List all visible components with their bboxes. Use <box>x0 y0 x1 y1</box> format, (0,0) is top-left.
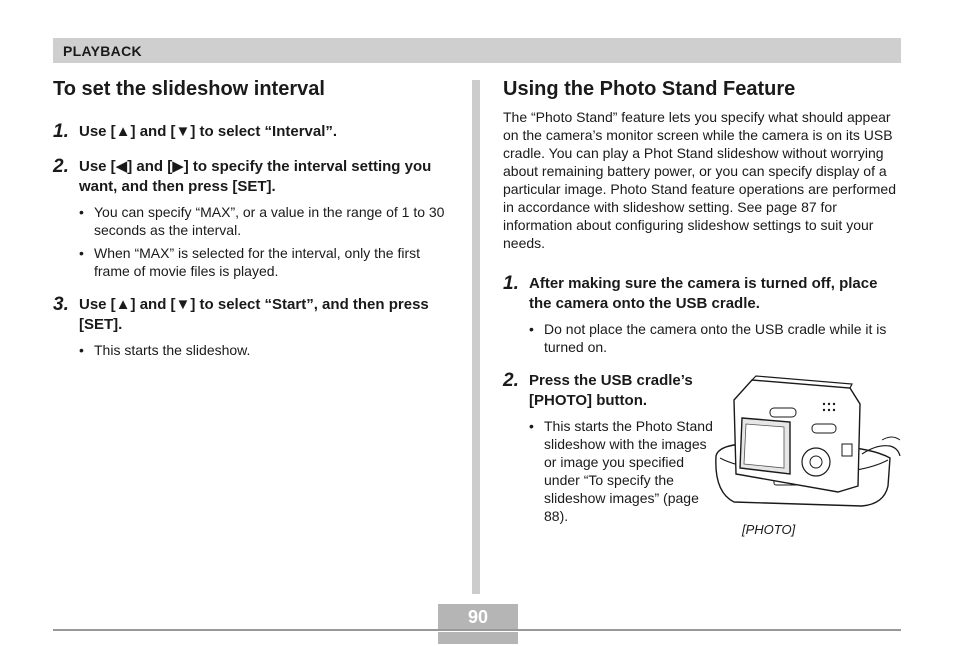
step-number: 2. <box>503 370 519 391</box>
left-bullet-3 <box>79 341 453 359</box>
left-title: To set the slideshow interval <box>53 78 325 100</box>
page-number-base <box>438 632 518 644</box>
left-column <box>53 78 453 359</box>
bullet-text: This starts the Photo Stand slideshow with the images or image you specified under “To specify the slideshow images” (page 88). <box>544 418 713 524</box>
section-header-label: PLAYBACK <box>63 43 142 59</box>
left-step-1 <box>53 122 453 142</box>
step-number: 2. <box>53 156 69 177</box>
section-header-band <box>53 38 901 63</box>
page-number: 90 <box>438 604 518 631</box>
bullet-text: This starts the slideshow. <box>94 342 251 358</box>
camera-cradle-illustration <box>712 374 902 514</box>
step-text: Use [◀] and [▶] to specify the interval setting you want, and then press [SET]. <box>79 158 432 195</box>
bullet-dot: • <box>79 245 84 261</box>
step-number: 1. <box>503 273 519 294</box>
right-intro: The “Photo Stand” feature lets you specify what should appear on the camera’s monitor screen while the camera is on its USB cradle. You can play a Phot Stand slideshow without worrying about remaining battery power, or you can specify display of a particular image. Photo Stand feature operations are performed in accordance with slideshow setting. See page 87 for information about configuring slideshow settings to suit your needs. <box>503 109 897 251</box>
right-step-2 <box>503 371 713 411</box>
footer-rule <box>53 629 901 631</box>
step-text: Press the USB cradle’s [PHOTO] button. <box>529 372 693 409</box>
bullet-text: When “MAX” is selected for the interval, only the first frame of movie files is played. <box>94 245 421 279</box>
left-step-2 <box>53 157 453 197</box>
column-divider <box>472 80 480 594</box>
bullet-text: Do not place the camera onto the USB cradle while it is turned on. <box>544 321 887 355</box>
left-bullet-2 <box>79 244 453 280</box>
bullet-dot: • <box>79 342 84 358</box>
right-title: Using the Photo Stand Feature <box>503 78 796 100</box>
step-text: Use [▲] and [▼] to select “Interval”. <box>79 123 338 140</box>
left-bullet-1 <box>79 203 453 239</box>
bullet-dot: • <box>79 204 84 220</box>
step-text: After making sure the camera is turned off, place the camera onto the USB cradle. <box>529 275 878 312</box>
bullet-text: You can specify “MAX”, or a value in the range of 1 to 30 seconds as the interval. <box>94 204 445 238</box>
right-bullet-1 <box>529 320 903 356</box>
right-bullet-2 <box>529 417 713 525</box>
right-step-1 <box>503 274 903 314</box>
step-number: 1. <box>53 121 69 142</box>
photo-button-label: [PHOTO] <box>742 522 796 537</box>
step-text: Use [▲] and [▼] to select “Start”, and then press [SET]. <box>79 296 429 333</box>
left-step-3 <box>53 295 453 335</box>
bullet-dot: • <box>529 321 534 337</box>
bullet-dot: • <box>529 418 534 434</box>
step-number: 3. <box>53 294 69 315</box>
